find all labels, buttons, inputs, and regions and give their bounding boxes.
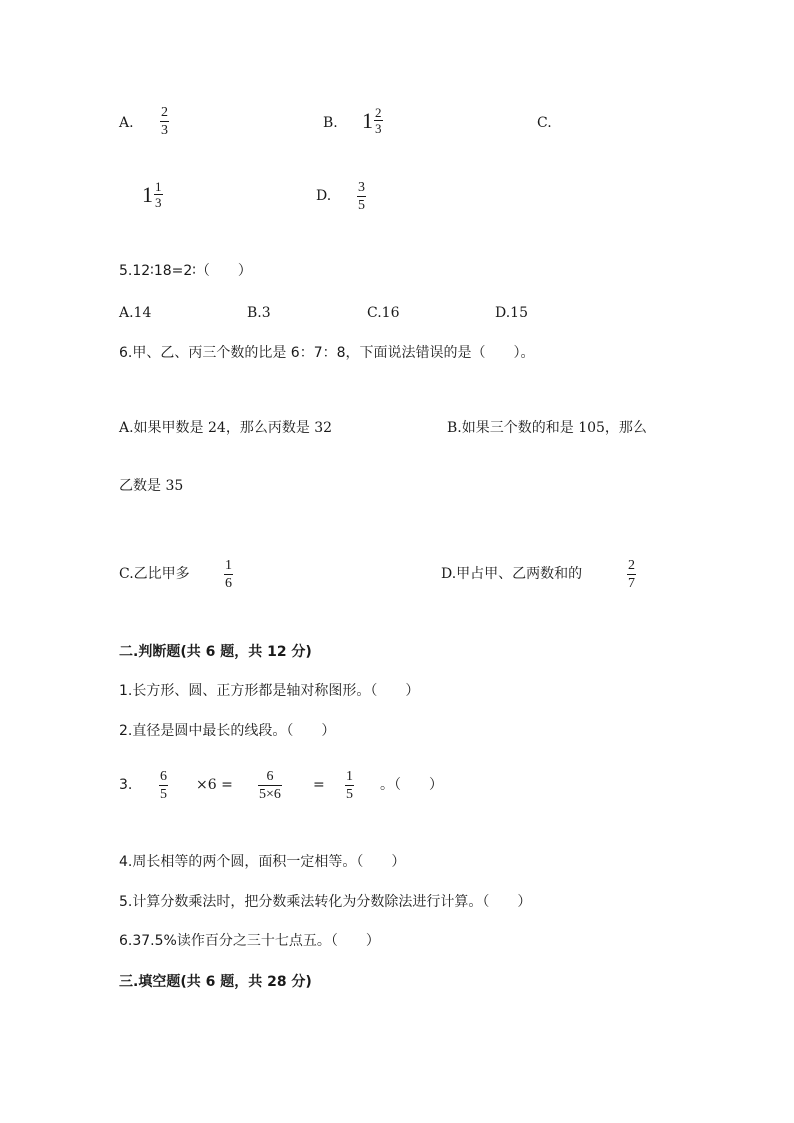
q5-option-a: A.14 [119,305,152,321]
item3-times-six: ×6 = [196,777,233,793]
q5-option-d: D.15 [495,305,528,321]
section2-item-4: 4.周长相等的两个圆，面积一定相等。（ ） [119,854,406,870]
section2-item-6: 6.37.5%读作百分之三十七点五。（ ） [119,933,380,949]
fraction-denominator: 6 [225,576,232,591]
q5-option-b: B.3 [247,305,271,321]
fraction-denominator: 5 [160,787,167,802]
q5-stem: 5.12∶18=2∶（ ） [119,263,252,279]
fraction-numerator: 2 [375,105,382,120]
fraction-denominator: 5×6 [259,787,281,802]
section2-item-3-prefix: 3. [119,777,133,793]
fraction-bar [258,785,282,786]
fraction-bar [159,785,168,786]
q4-option-a-label: A. [119,115,134,131]
q6-option-c-fraction [224,558,233,591]
mixed-whole: 1 [142,181,153,207]
section2-item-5: 5.计算分数乘法时，把分数乘法转化为分数除法进行计算。（ ） [119,894,532,910]
fraction-bar [627,574,636,575]
section2-item-2: 2.直径是圆中最长的线段。（ ） [119,723,336,739]
fraction-numerator: 1 [225,558,232,573]
fraction-numerator: 6 [266,769,274,784]
mixed-fraction [374,106,383,135]
fraction-denominator: 3 [155,195,162,210]
q6-stem: 6.甲、乙、丙三个数的比是 6：7：8，下面说法错误的是（ ）。 [119,345,535,361]
fraction-numerator: 3 [358,180,365,195]
q4-option-b-mixed-number [362,106,383,135]
section3-heading: 三.填空题(共 6 题，共 28 分) [119,974,312,990]
fraction-numerator: 2 [628,558,635,573]
fraction-denominator: 5 [346,787,353,802]
fraction-bar [160,121,169,122]
fraction-numerator: 2 [161,105,168,120]
fraction-numerator: 1 [155,179,162,194]
fraction-denominator: 3 [375,121,382,136]
fraction-denominator: 3 [161,123,168,138]
q4-option-c-label: C. [537,115,552,131]
q4-option-b-label: B. [323,115,338,131]
fraction-bar [357,196,366,197]
item3-equals: = [313,777,325,793]
fraction-bar [345,785,354,786]
q6-option-a: A.如果甲数是 24，那么丙数是 32 [119,420,333,436]
mixed-whole: 1 [362,107,373,133]
q6-option-b-line2: 乙数是 35 [119,478,184,494]
item3-suffix: 。（ ） [380,777,443,793]
section2-item-1: 1.长方形、圆、正方形都是轴对称图形。（ ） [119,683,420,699]
fraction-numerator: 1 [346,769,353,784]
mixed-fraction [154,180,163,209]
q6-option-d-text: D.甲占甲、乙两数和的 [441,566,583,582]
q6-option-b-line1: B.如果三个数的和是 105，那么 [447,420,647,436]
q5-option-c: C.16 [367,305,400,321]
q4-option-c-mixed-number [142,180,163,209]
q4-option-d-label: D. [316,188,332,204]
q6-option-d-fraction [627,558,636,591]
fraction-bar [224,574,233,575]
section2-heading: 二.判断题(共 6 题，共 12 分) [119,644,312,660]
q6-option-c-text: C.乙比甲多 [119,566,190,582]
fraction-denominator: 7 [628,576,635,591]
q4-option-d-fraction [357,180,366,213]
item3-fraction-2 [258,769,282,802]
item3-fraction-1 [159,769,168,802]
q4-option-a-fraction [160,105,169,138]
fraction-denominator: 5 [358,198,365,213]
item3-fraction-3 [345,769,354,802]
fraction-numerator: 6 [160,769,167,784]
